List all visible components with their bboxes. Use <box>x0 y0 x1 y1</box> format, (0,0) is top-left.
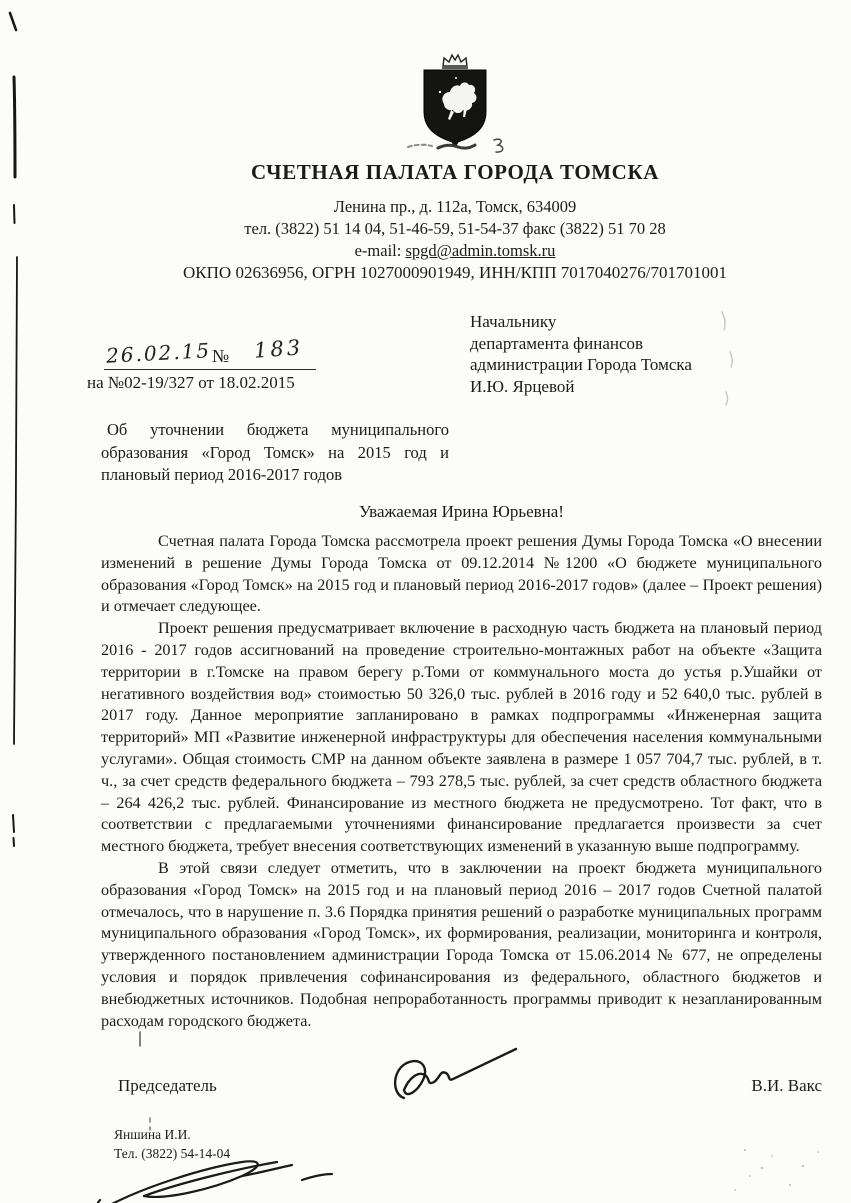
org-address: Ленина пр., д. 112а, Томск, 634009 <box>333 197 577 216</box>
org-name: СЧЕТНАЯ ПАЛАТА ГОРОДА ТОМСКА <box>250 160 660 184</box>
org-email-line <box>60 241 850 261</box>
recipient-line: администрации Города Томска <box>470 355 692 375</box>
org-phone-fax: тел. (3822) 51 14 04, 51-46-59, 51-54-37 факс (3822) 51 70 28 <box>244 219 666 238</box>
executor-name: Яншина И.И. <box>114 1127 191 1142</box>
body-paragraph: Проект решения предусматривает включение в расходную часть бюджета на плановый период 2016 - 2017 годов ассигнований на проведение строительно-монтажных работ на объекте «Защита территории в г.Томске на правом берегу р.Томи от коммунального моста до устья р.Ушайки от негативного воздействия вод» стоимостью 50 326,0 тыс. рублей в 2016 году и 52 640,0 тыс. рублей в 2017 году. Данное мероприятие запланировано в рамках подпрограммы «Инженерная защита территорий» МП «Развитие инженерной инфраструктуры для обеспечения населения коммунальными услугами». Общая стоимость СМР на данном объекте заявлена в размере 1 057 704,7 тыс. рублей, в т. ч., за счет средств федерального бюджета – 793 278,5 тыс. рублей, за счет средств областного бюджета – 264 426,2 тыс. рублей. Финансирование из местного бюджета не предусмотрено. Тот факт, что в соответствии с предлагаемыми уточнениями финансирование предлагается произвести за счет местного бюджета, требует внесения соответствующих изменений в указанную выше подпрограмму. <box>101 619 822 856</box>
signer-position: Председатель <box>118 1076 217 1095</box>
crown-icon <box>442 55 468 68</box>
recipient-block <box>470 311 692 398</box>
email-label: e-mail: <box>354 241 406 260</box>
number-sign: № <box>212 346 230 366</box>
body-paragraph: Счетная палата Города Томска рассмотрела проект решения Думы Города Томска «О внесении изменений в решение Думы Города Томска от 09.12.2014 №1200 «О бюджете муниципального образования «Город Томск» на 2015 год и плановый период 2016-2017 годов» (далее – Проект решения) и отмечает следующее. <box>101 532 822 616</box>
reply-to-reference: на №02-19/327 от 18.02.2015 <box>87 373 295 392</box>
signer-name: В.И. Вакс <box>751 1076 822 1095</box>
email-address: spgd@admin.tomsk.ru <box>405 241 556 260</box>
handwritten-date: 26.02.15 <box>105 338 212 368</box>
letter-body <box>101 531 822 1032</box>
letter-subject: Об уточнении бюджета муниципального образования «Город Томск» на 2015 год и плановый период 2016-2017 годов <box>101 420 449 484</box>
tomsk-coat-of-arms <box>396 52 514 154</box>
salutation: Уважаемая Ирина Юрьевна! <box>359 502 564 521</box>
executor-phone: Тел. (3822) 54-14-04 <box>114 1146 231 1161</box>
recipient-line: Начальнику <box>470 312 557 331</box>
reference-underline <box>104 369 316 370</box>
body-paragraph: В этой связи следует отметить, что в заключении на проект бюджета муниципального образования «Город Томск» на 2015 год и на плановый период 2016 – 2017 годов Счетной палатой отмечалось, что в нарушение п. 3.6 Порядка принятия решений о разработке муниципальных программ муниципального образования «Город Томск», их формирования, реализации, мониторинга и контроля, утвержденного постановлением администрации Города Томска от 15.06.2014 № 677, не определены условия и порядок привлечения софинансирования из федерального, областного бюджетов и внебюджетных источников. Подобная непроработанность программы приводит к незапланированным расходам городского бюджета. <box>101 858 822 1030</box>
handwritten-number: 183 <box>253 335 304 363</box>
org-codes: ОКПО 02636956, ОГРН 1027000901949, ИНН/КПП 7017040276/701701001 <box>183 263 727 282</box>
footer-signature-scribble <box>92 1152 342 1203</box>
recipient-line: И.Ю. Ярцевой <box>470 377 575 397</box>
chairman-signature <box>388 1040 533 1112</box>
recipient-line: департамента финансов <box>470 333 644 353</box>
